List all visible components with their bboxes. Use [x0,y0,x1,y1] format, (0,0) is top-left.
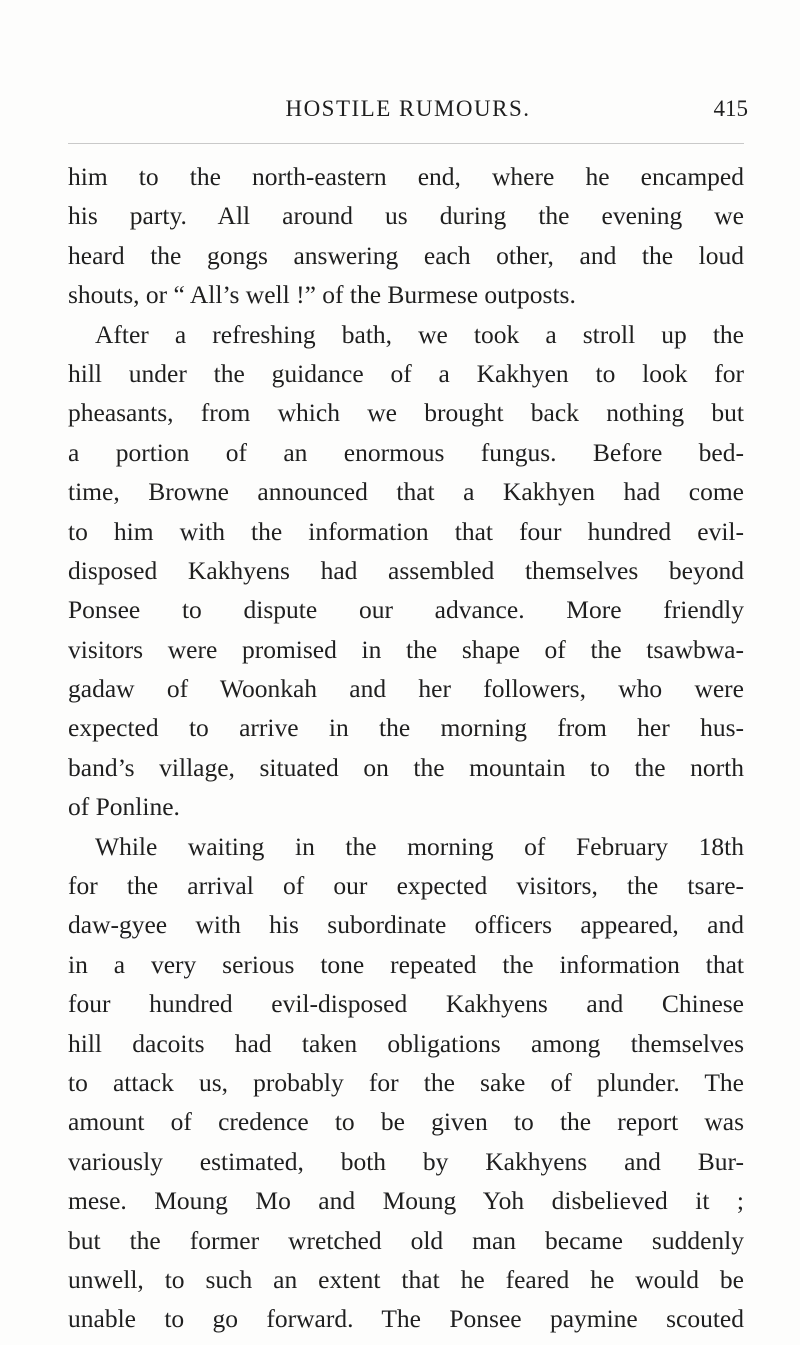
text-line: hill under the guidance of a Kakhyen to look for [68,358,744,388]
text-line: time, Browne announced that a Kakhyen had come [68,477,744,507]
text-line: pheasants, from which we brought back nothing but [68,398,744,428]
text-line: hill dacoits had taken obligations among themselves [68,1028,744,1058]
text-line: but the former wretched old man became suddenly [68,1225,744,1255]
text-line: band’s village, situated on the mountain to the north [68,752,744,782]
body-text [68,157,744,1339]
text-line: of Ponline. [68,792,180,822]
running-head [68,96,748,130]
text-line: unwell, to such an extent that he feared he would be [68,1264,744,1294]
header-rule [68,143,744,144]
running-title: HOSTILE RUMOURS. [285,96,531,121]
text-line: unable to go forward. The Ponsee paymine scouted [68,1304,744,1334]
text-line: disposed Kakhyens had assembled themselves beyond [68,555,744,585]
text-line: four hundred evil-disposed Kakhyens and Chinese [68,989,744,1019]
text-line: amount of credence to be given to the report was [68,1107,744,1137]
text-line: heard the gongs answering each other, and the loud [68,240,744,270]
text-line: to him with the information that four hundred evil- [68,516,744,546]
text-line: for the arrival of our expected visitors, the tsare- [68,871,744,901]
text-line: gadaw of Woonkah and her followers, who were [68,674,744,704]
text-line: While waiting in the morning of February 18th [95,831,744,861]
page-number: 415 [713,96,748,121]
text-line: in a very serious tone repeated the information that [68,949,744,979]
text-line: his party. All around us during the evening we [68,201,744,231]
text-line: Ponsee to dispute our advance. More friendly [68,595,744,625]
text-line: daw-gyee with his subordinate officers appeared, and [68,910,744,940]
text-line: him to the north-eastern end, where he encamped [68,162,744,191]
text-line: expected to arrive in the morning from her hus- [68,713,744,743]
text-line: to attack us, probably for the sake of plunder. The [68,1067,744,1097]
text-line: mese. Moung Mo and Moung Yoh disbelieved it ; [68,1186,744,1216]
text-line: variously estimated, both by Kakhyens and Bur- [68,1146,744,1176]
text-line: shouts, or “ All’s well !” of the Burmese outposts. [68,280,576,310]
text-line: visitors were promised in the shape of the tsawbwa- [68,634,744,664]
text-line: After a refreshing bath, we took a stroll up the [95,319,744,349]
text-line: a portion of an enormous fungus. Before bed- [68,437,744,467]
